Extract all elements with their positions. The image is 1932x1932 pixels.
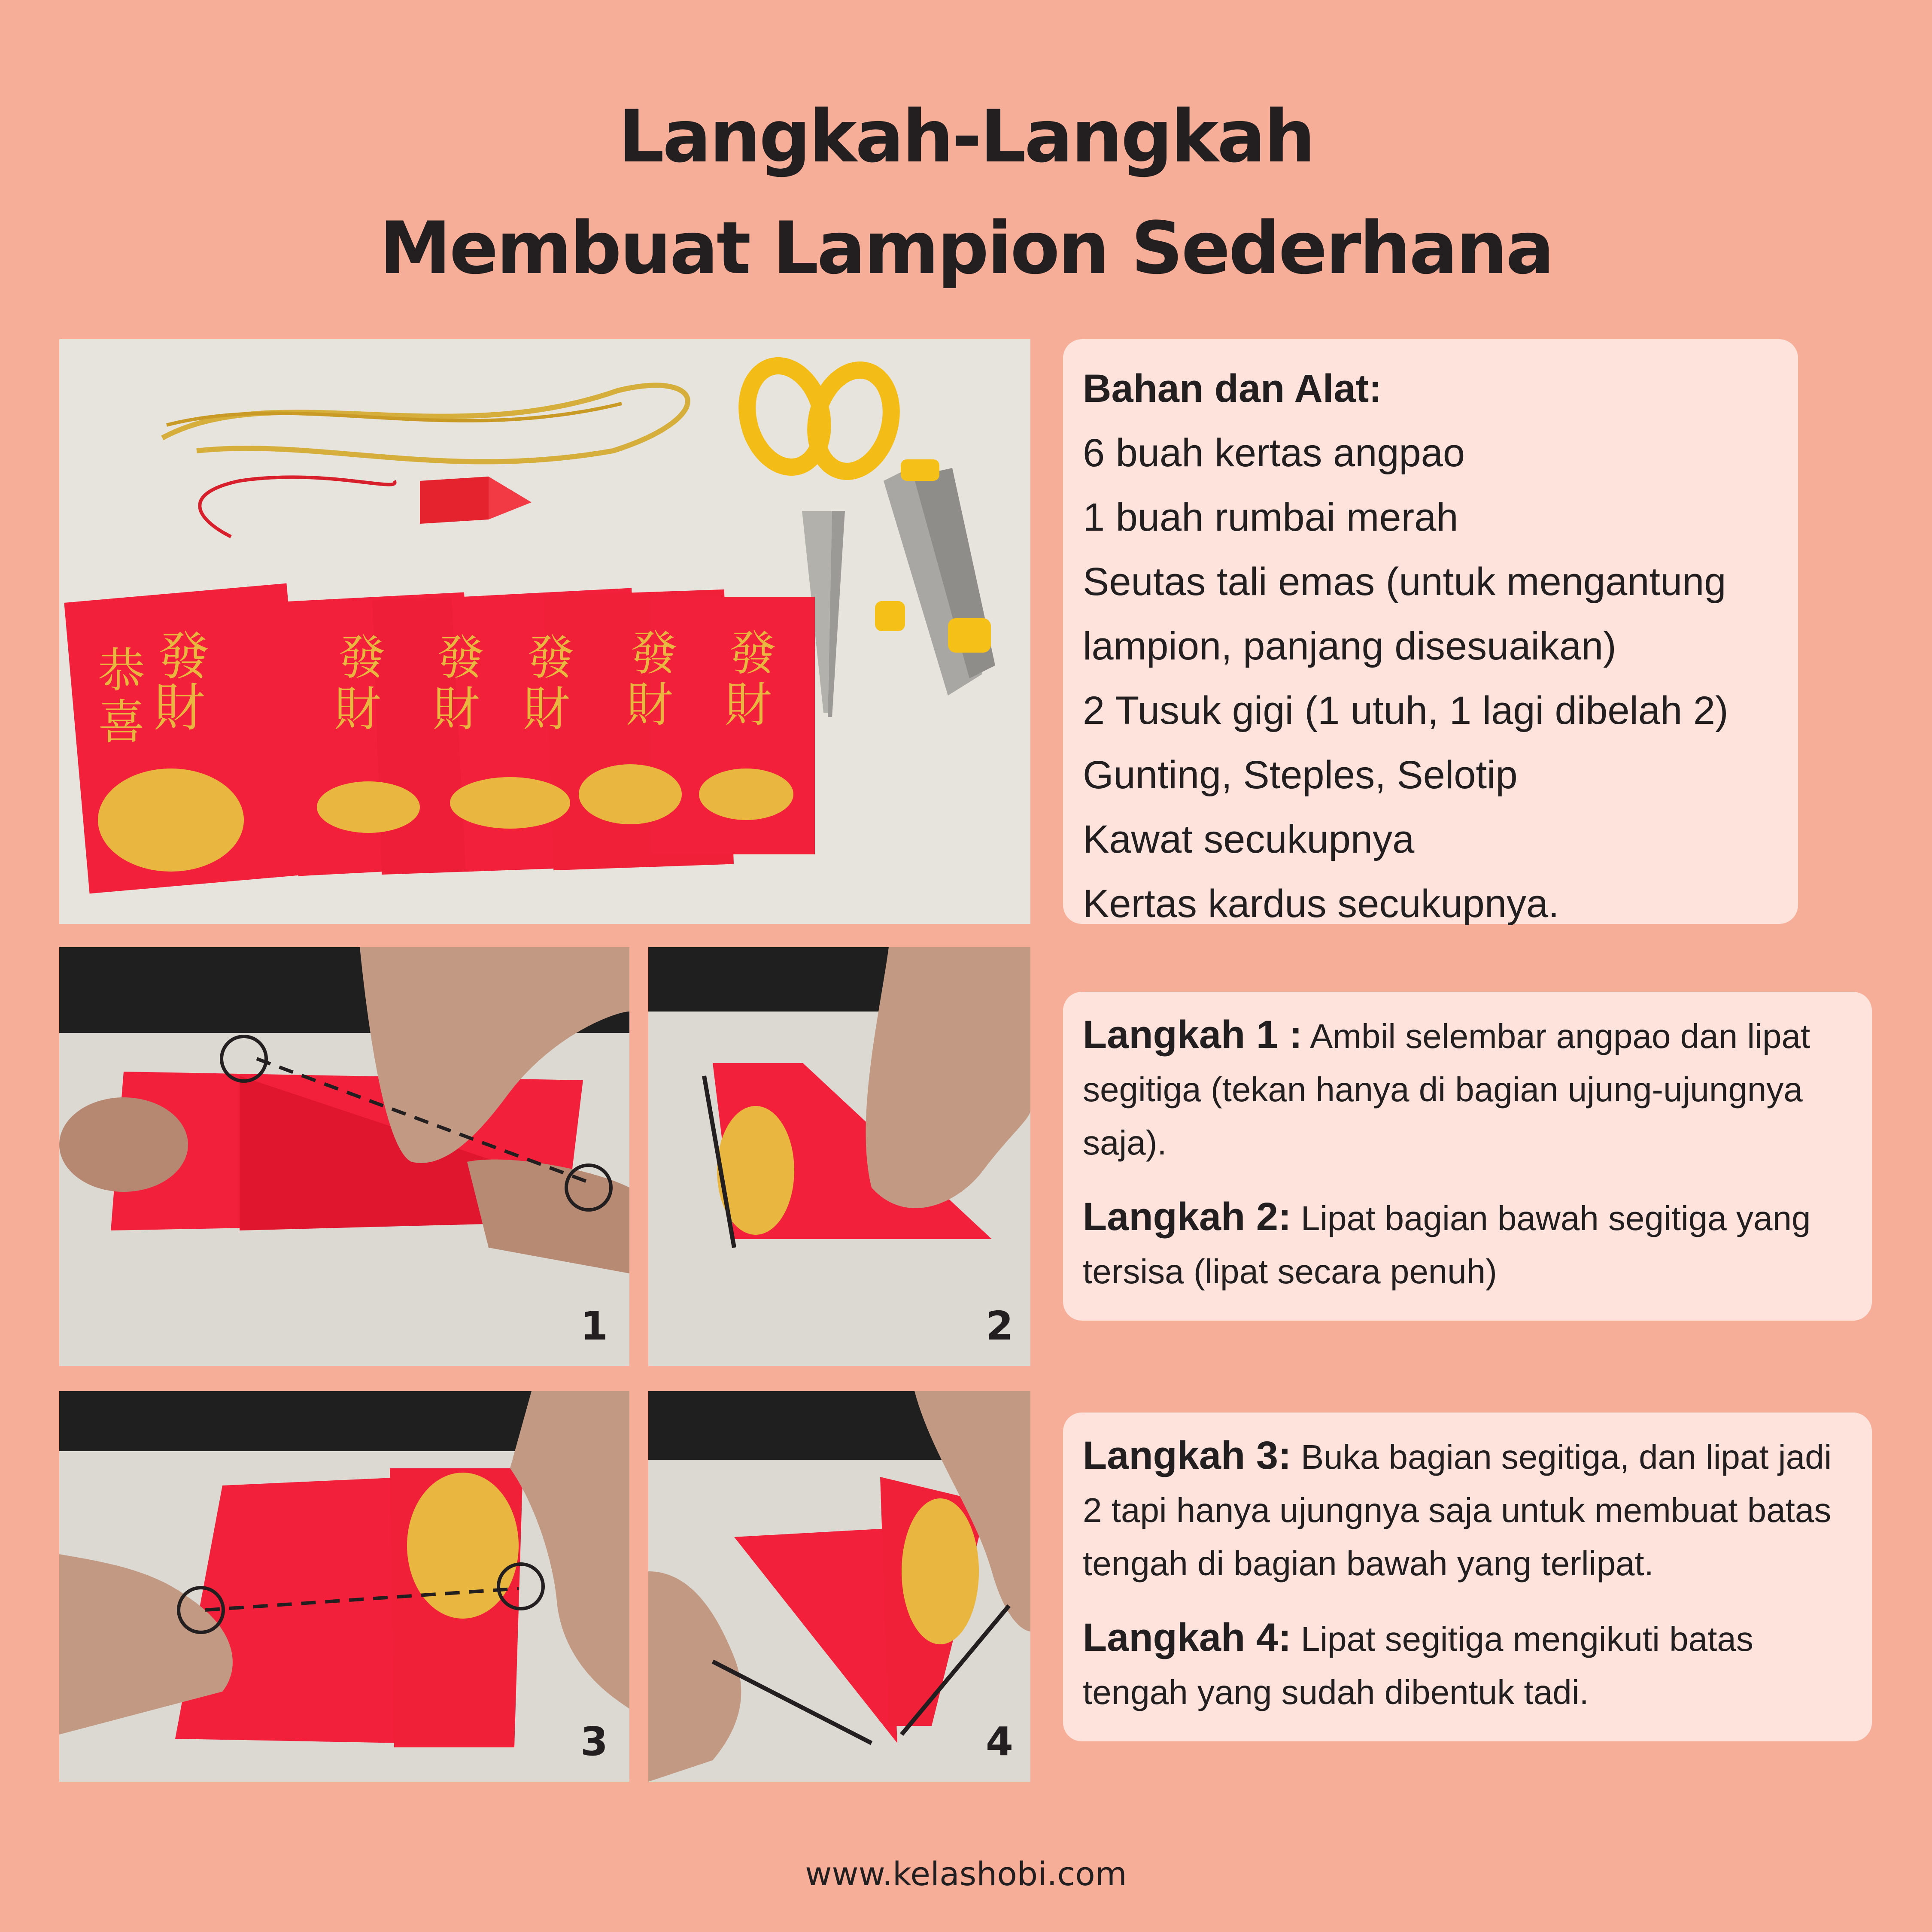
- materials-item: Gunting, Steples, Selotip: [1083, 753, 1518, 797]
- envelope-text: 發: [437, 630, 484, 685]
- step-1: [1083, 1008, 1852, 1170]
- envelope-text: 財: [154, 678, 205, 738]
- website-link[interactable]: www.kelashobi.com: [805, 1855, 1127, 1893]
- envelope-text: 發: [527, 630, 574, 685]
- step-photo-2: [648, 947, 1030, 1366]
- page-subtitle: Membuat Lampion Sederhana: [379, 206, 1553, 290]
- step-number: 1: [580, 1303, 608, 1349]
- step-text: Ambil selembar angpao dan lipat segitiga (tekan hanya di bagian ujung-ujungnya saja).: [1083, 1017, 1810, 1162]
- materials-card: [1063, 339, 1798, 924]
- materials-item: Kawat secukupnya: [1083, 817, 1415, 861]
- angpao-envelopes: [64, 583, 815, 894]
- envelope-text: 財: [523, 682, 570, 737]
- step-number: 3: [580, 1719, 608, 1765]
- envelope-text: 財: [433, 682, 480, 737]
- step-number: 4: [985, 1719, 1013, 1765]
- envelope-text: 恭: [98, 643, 145, 698]
- page-title: Langkah-Langkah: [618, 94, 1314, 179]
- envelope-text: 財: [626, 677, 673, 732]
- materials-photo: [59, 339, 1030, 924]
- envelope-text: 喜: [98, 695, 145, 750]
- step-2: [1083, 1190, 1852, 1298]
- materials-item: 2 Tusuk gigi (1 utuh, 1 lagi dibelah 2): [1083, 689, 1728, 732]
- envelope-text: 財: [725, 677, 772, 732]
- step-text: Buka bagian segitiga, dan lipat jadi 2 tapi hanya ujungnya saja untuk membuat batas tengah di bagian bawah yang terlipat.: [1083, 1438, 1832, 1583]
- steps-card-1-2: [1063, 992, 1872, 1321]
- materials-item: lampion, panjang disesuaikan): [1083, 624, 1616, 668]
- step-label: Langkah 4:: [1083, 1616, 1291, 1659]
- step-number: 2: [985, 1303, 1013, 1349]
- envelope-text: 發: [729, 626, 776, 681]
- envelope-text: 財: [334, 682, 381, 737]
- step-photo-1: [59, 947, 629, 1366]
- step-text: Lipat bagian bawah segitiga yang tersisa (lipat secara penuh): [1083, 1199, 1811, 1291]
- envelope-text: 發: [338, 630, 386, 685]
- steps-card-3-4: [1063, 1413, 1872, 1741]
- materials-item: Kertas kardus secukupnya.: [1083, 882, 1559, 926]
- step-label: Langkah 1 :: [1083, 1013, 1303, 1057]
- materials-heading: Bahan dan Alat:: [1083, 367, 1382, 410]
- materials-item: Seutas tali emas (untuk mengantung: [1083, 560, 1726, 604]
- step-label: Langkah 3:: [1083, 1434, 1291, 1477]
- step-text: Lipat segitiga mengikuti batas tengah yang sudah dibentuk tadi.: [1083, 1620, 1753, 1711]
- step-3: [1083, 1429, 1852, 1590]
- materials-item: 6 buah kertas angpao: [1083, 431, 1465, 475]
- step-photo-3: [59, 1391, 629, 1782]
- step-photo-4: [648, 1391, 1030, 1782]
- materials-item: 1 buah rumbai merah: [1083, 495, 1458, 539]
- envelope-text: 發: [158, 627, 210, 687]
- step-label: Langkah 2:: [1083, 1195, 1291, 1239]
- envelope-text: 發: [630, 626, 677, 681]
- step-4: [1083, 1611, 1852, 1719]
